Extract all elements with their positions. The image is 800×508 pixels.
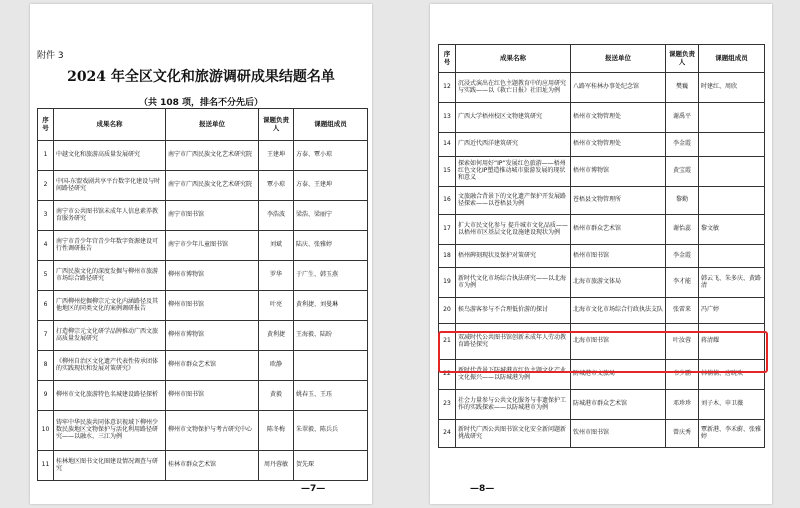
cell-lead: 黄利捷: [259, 321, 294, 351]
cell-lead: 谢禹平: [666, 103, 699, 133]
cell-members: [699, 133, 765, 157]
table-row: [38, 201, 368, 231]
cell-lead: 李浩波: [259, 201, 294, 231]
cell-members: [699, 157, 765, 187]
table-row: [38, 351, 368, 381]
cell-unit: 梧州市图书馆: [571, 245, 666, 268]
table-row: [38, 141, 368, 171]
cell-name: 扩大市民文化参与 提升城市文化品质——以梧州市区基层文化设施建设现状为例: [456, 215, 571, 245]
cell-unit: 梧州市博物馆: [571, 157, 666, 187]
cell-no: 13: [439, 103, 456, 133]
cell-no: 7: [38, 321, 54, 351]
header-unit: 报送单位: [166, 109, 259, 141]
cell-unit: 北海市图书馆: [571, 324, 666, 360]
cell-members: 覃新港、李禾蔚、张雅婷: [699, 420, 765, 448]
cell-name: 广西近代西洋建筑研究: [456, 133, 571, 157]
cell-name: 南宁市公共图书馆未成年人信息素养教育服务研究: [54, 201, 166, 231]
cell-lead: 李金霞: [666, 245, 699, 268]
cell-name: 南宁市青少年宫青少年数字资源建设可行性调研报告: [54, 231, 166, 261]
highlight-box-row-21: [438, 331, 768, 373]
header-no: 序号: [439, 45, 456, 73]
cell-no: 22: [439, 360, 456, 390]
page-number-left: —7—: [301, 484, 326, 494]
document-subtitle: （共 108 项，排名不分先后）: [138, 98, 264, 108]
cell-unit: 柳州市群众艺术馆: [166, 351, 259, 381]
cell-no: 9: [38, 381, 54, 411]
cell-no: 19: [439, 268, 456, 298]
cell-no: 12: [439, 73, 456, 103]
cell-members: 黎文敏: [699, 215, 765, 245]
cell-unit: 南宁市广西民族文化艺术研究院: [166, 171, 259, 201]
cell-no: 1: [38, 141, 54, 171]
cell-name: 铸牢中华民族共同体意识视域下柳州少数民族地区文物保护与活化利用路径研究——以融水、三江为例: [54, 411, 166, 451]
cell-no: 2: [38, 171, 54, 201]
cell-no: 15: [439, 157, 456, 187]
cell-no: 18: [439, 245, 456, 268]
results-table-left: [37, 108, 368, 481]
cell-members: 韩云飞、朱多庆、黄路清: [699, 268, 765, 298]
document-title: 2024 年全区文化和旅游调研成果结题名单: [67, 69, 335, 85]
table-row: [439, 187, 765, 215]
cell-members: 王海毅、陆盼: [294, 321, 368, 351]
cell-members: 蒋清耀: [699, 324, 765, 360]
cell-no: 11: [38, 451, 54, 481]
cell-no: 3: [38, 201, 54, 231]
table-row: [439, 245, 765, 268]
cell-lead: 张雷来: [666, 298, 699, 324]
cell-unit: 桂林市群众艺术馆: [166, 451, 259, 481]
cell-members: [294, 351, 368, 381]
header-unit: 报送单位: [571, 45, 666, 73]
cell-members: 姚春玉、王珏: [294, 381, 368, 411]
cell-members: 黄利捷、刘曼琳: [294, 291, 368, 321]
cell-lead: 罗华: [259, 261, 294, 291]
cell-unit: 防城港市文旅局: [571, 360, 666, 390]
table-row: [38, 381, 368, 411]
table-row: [38, 321, 368, 351]
cell-name: 沉浸式演出在红色主题教育中的应用研究与实践——以《救亡日报》社旧址为例: [456, 73, 571, 103]
header-no: 序号: [38, 109, 54, 141]
cell-lead: 黎勤: [666, 187, 699, 215]
cell-lead: 刘斌: [259, 231, 294, 261]
cell-name: 广西柳州挖掘柳宗元文化内涵路径及其他地区的同类文化的案例调研报告: [54, 291, 166, 321]
cell-name: 新时代文化市场综合执法研究——以北海市为例: [456, 268, 571, 298]
cell-unit: 梧州市文物管理处: [571, 103, 666, 133]
table-header-row: [439, 45, 765, 73]
table-header-row: [38, 109, 368, 141]
header-members: 课题组成员: [699, 45, 765, 73]
table-row: [38, 171, 368, 201]
cell-members: 贺先琛: [294, 451, 368, 481]
cell-no: 10: [38, 411, 54, 451]
cell-unit: 柳州市博物馆: [166, 321, 259, 351]
cell-lead: 李才能: [666, 268, 699, 298]
page-number-right: —8—: [470, 484, 495, 494]
cell-unit: 柳州市文物保护与考古研究中心: [166, 411, 259, 451]
table-row: [439, 157, 765, 187]
cell-lead: 黄毅: [259, 381, 294, 411]
cell-unit: 北海市文化市场综合行政执法支队: [571, 298, 666, 324]
cell-name: 社会力量参与公共文化服务与非遗保护工作的实践探索——以防城港市为例: [456, 390, 571, 420]
cell-lead: 王建坤: [259, 141, 294, 171]
cell-members: 于广生、韩玉燕: [294, 261, 368, 291]
cell-unit: 八路军桂林办事处纪念馆: [571, 73, 666, 103]
table-row: [439, 420, 765, 448]
cell-no: 20: [439, 298, 456, 324]
cell-members: 方泰、王建坤: [294, 171, 368, 201]
cell-name: 中越文化和旅游高质量发展研究: [54, 141, 166, 171]
cell-name: 文旅融合背景下的文化遗产保护开发展路径探索——以苍梧县为例: [456, 187, 571, 215]
cell-members: 林楠楠、唐晓欢: [699, 360, 765, 390]
cell-members: 方泰、覃小琼: [294, 141, 368, 171]
cell-unit: 南宁市图书馆: [166, 201, 259, 231]
cell-unit: 柳州市博物馆: [166, 261, 259, 291]
cell-members: [699, 187, 765, 215]
cell-name: 新时代背景下防城港市红色主题文化产业文化振兴——以防城港为例: [456, 360, 571, 390]
header-name: 成果名称: [54, 109, 166, 141]
cell-lead: 樊巍: [666, 73, 699, 103]
table-row: [38, 291, 368, 321]
cell-no: 21: [439, 324, 456, 360]
header-lead: 课题负责人: [666, 45, 699, 73]
table-row: [439, 390, 765, 420]
cell-name: 桂林地区图书文化圈建设情况调查与研究: [54, 451, 166, 481]
table-row: [38, 261, 368, 291]
cell-lead: 叶汝蓉: [666, 324, 699, 360]
cell-name: 广西民族文化的深度发掘与柳州市旅游市场综合路径研究: [54, 261, 166, 291]
cell-unit: 南宁市广西民族文化艺术研究院: [166, 141, 259, 171]
cell-unit: 防城港市群众艺术馆: [571, 390, 666, 420]
cell-lead: 欧静: [259, 351, 294, 381]
cell-unit: 柳州市图书馆: [166, 381, 259, 411]
cell-no: 4: [38, 231, 54, 261]
table-row: [439, 268, 765, 298]
table-row: [439, 133, 765, 157]
cell-members: 刘子木、申卫薇: [699, 390, 765, 420]
cell-no: 24: [439, 420, 456, 448]
table-row: [439, 215, 765, 245]
cell-members: [699, 245, 765, 268]
header-lead: 课题负责人: [259, 109, 294, 141]
cell-members: 梁浩、梁丽宁: [294, 201, 368, 231]
cell-name: 《柳州自治区文化遗产代表性传承团体的实践现状和发展对策研究》: [54, 351, 166, 381]
results-table-right: [438, 44, 765, 448]
cell-members: 朱翠毅、陈兵兵: [294, 411, 368, 451]
table-row: [439, 298, 765, 324]
cell-name: 探索如何用好“IP”发展红色旅游——梧州红色文化IP塑造推动城市旅游发展的现状和意义: [456, 157, 571, 187]
cell-lead: 叶亮: [259, 291, 294, 321]
cell-name: 双减时代公共图书馆创新未成年人劳动教育路径探究: [456, 324, 571, 360]
cell-unit: 柳州市图书馆: [166, 291, 259, 321]
cell-unit: 梧州市群众艺术馆: [571, 215, 666, 245]
cell-name: 中国-东盟戏剧共享平台数字化建设与时间路径研究: [54, 171, 166, 201]
cell-lead: 邓珍珍: [666, 390, 699, 420]
cell-name: 柳州市文化旅游特色名城建设路径探析: [54, 381, 166, 411]
cell-no: 6: [38, 291, 54, 321]
cell-members: 时建红、周欣: [699, 73, 765, 103]
attachment-label: 附件 3: [37, 51, 64, 61]
cell-no: 14: [439, 133, 456, 157]
cell-no: 17: [439, 215, 456, 245]
cell-lead: 周丹蓉敏: [259, 451, 294, 481]
table-row: [439, 73, 765, 103]
cell-no: 5: [38, 261, 54, 291]
cell-name: 梧州碑刻现状及保护对策研究: [456, 245, 571, 268]
cell-name: 打造柳宗元文化研学品牌推动广西文旅高质量发展研究: [54, 321, 166, 351]
cell-unit: 钦州市图书馆: [571, 420, 666, 448]
cell-members: [699, 103, 765, 133]
cell-lead: 陈冬梅: [259, 411, 294, 451]
header-name: 成果名称: [456, 45, 571, 73]
table-row: [38, 451, 368, 481]
cell-lead: 谢怡蕊: [666, 215, 699, 245]
document-page-right: [430, 4, 772, 504]
cell-no: 23: [439, 390, 456, 420]
cell-name: 广西大学梧州校区文物建筑研究: [456, 103, 571, 133]
cell-members: 冯广婷: [699, 298, 765, 324]
cell-unit: 南宁市少年儿童图书馆: [166, 231, 259, 261]
cell-members: 陆庆、张雅婷: [294, 231, 368, 261]
table-row: [439, 103, 765, 133]
document-page-left: [30, 4, 372, 504]
header-members: 课题组成员: [294, 109, 368, 141]
cell-lead: 韦少鹏: [666, 360, 699, 390]
cell-unit: 北海市旅游文体局: [571, 268, 666, 298]
cell-lead: 李金霞: [666, 133, 699, 157]
cell-lead: 曾庆秀: [666, 420, 699, 448]
table-row: [38, 231, 368, 261]
cell-no: 16: [439, 187, 456, 215]
cell-no: 8: [38, 351, 54, 381]
cell-name: 新时代广西公共图书馆文化安全新问题新挑战研究: [456, 420, 571, 448]
table-row: [38, 411, 368, 451]
cell-unit: 苍梧县文物管理所: [571, 187, 666, 215]
cell-unit: 梧州市文物管理处: [571, 133, 666, 157]
cell-name: 候鸟游客参与不合理低价游的探讨: [456, 298, 571, 324]
cell-lead: 黄宝霞: [666, 157, 699, 187]
cell-lead: 覃小琼: [259, 171, 294, 201]
